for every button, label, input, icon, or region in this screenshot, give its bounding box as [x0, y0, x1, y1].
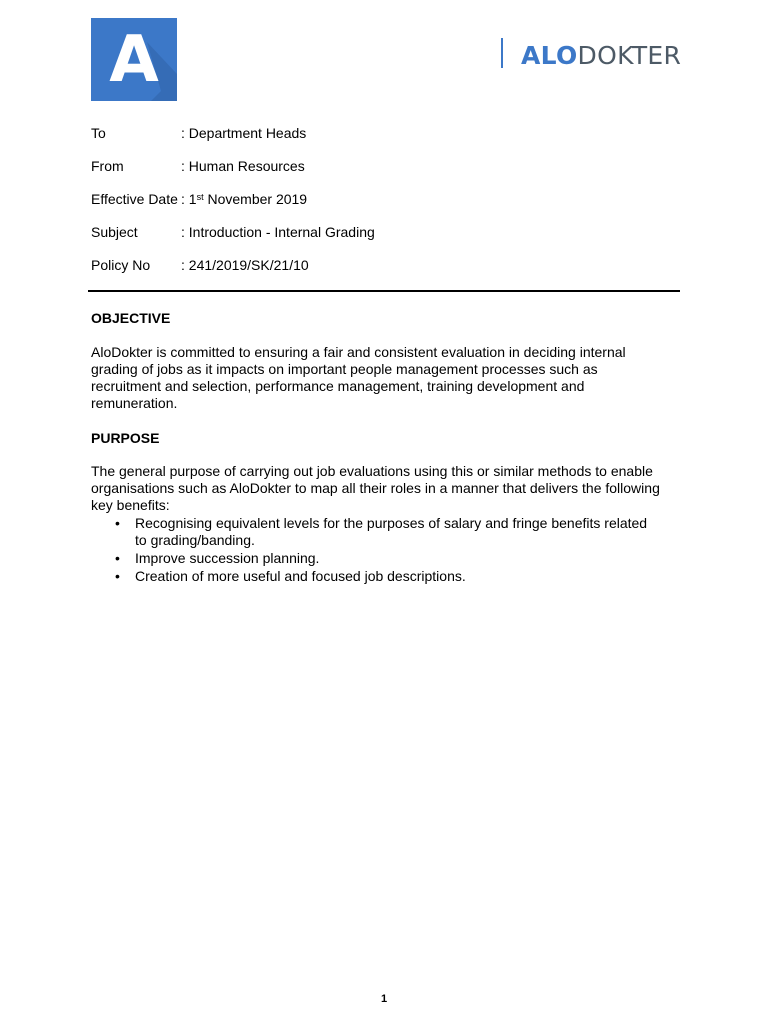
purpose-line: key benefits:	[91, 497, 170, 513]
purpose-line: The general purpose of carrying out job evaluations using this or similar methods to enable	[91, 463, 653, 479]
objective-heading: OBJECTIVE	[91, 310, 171, 326]
brand-divider	[501, 38, 503, 68]
list-item-line: Recognising equivalent levels for the purposes of salary and fringe benefits related	[135, 515, 648, 531]
to-label: To	[91, 125, 106, 141]
objective-line: recruitment and selection, performance management, training development and	[91, 378, 585, 394]
policy-no-value: : 241/2019/SK/21/10	[181, 257, 309, 273]
list-item-line: Improve succession planning.	[135, 550, 320, 566]
bullet-icon: •	[115, 568, 120, 584]
subject-label: Subject	[91, 224, 138, 240]
objective-line: grading of jobs as it impacts on important people management processes such as	[91, 361, 598, 377]
benefits-list	[91, 515, 691, 586]
list-item-line: Creation of more useful and focused job descriptions.	[135, 568, 466, 584]
date-rest: November 2019	[203, 191, 308, 207]
objective-line: remuneration.	[91, 395, 178, 411]
list-item	[91, 568, 691, 585]
from-value: : Human Resources	[181, 158, 305, 174]
effective-date-value	[181, 190, 307, 208]
list-item	[91, 550, 691, 567]
purpose-line: organisations such as AloDokter to map all their roles in a manner that delivers the following	[91, 480, 660, 496]
purpose-paragraph	[91, 463, 691, 514]
policy-no-label: Policy No	[91, 257, 151, 273]
purpose-heading: PURPOSE	[91, 430, 160, 446]
objective-line: AloDokter is committed to ensuring a fair and consistent evaluation in deciding internal	[91, 344, 626, 360]
subject-value: : Introduction - Internal Grading	[181, 224, 375, 240]
bullet-icon: •	[115, 550, 120, 566]
brand-wordmark	[521, 40, 681, 72]
from-label: From	[91, 158, 124, 174]
date-superscript: st	[196, 192, 204, 202]
effective-date-label: Effective Date	[91, 191, 178, 207]
date-prefix: : 1	[181, 191, 197, 207]
bullet-icon: •	[115, 515, 120, 531]
page-number: 1	[380, 993, 388, 1005]
header-divider	[88, 290, 680, 292]
brand-wordmark-alo: ALO	[521, 41, 578, 70]
logo-letter: A	[109, 23, 159, 97]
objective-paragraph	[91, 344, 691, 412]
list-item-line: to grading/banding.	[135, 532, 255, 548]
list-item	[91, 515, 691, 549]
brand-wordmark-dokter: DOKTER	[577, 41, 682, 70]
alodokter-logo-icon	[91, 18, 177, 101]
to-value: : Department Heads	[181, 125, 307, 141]
